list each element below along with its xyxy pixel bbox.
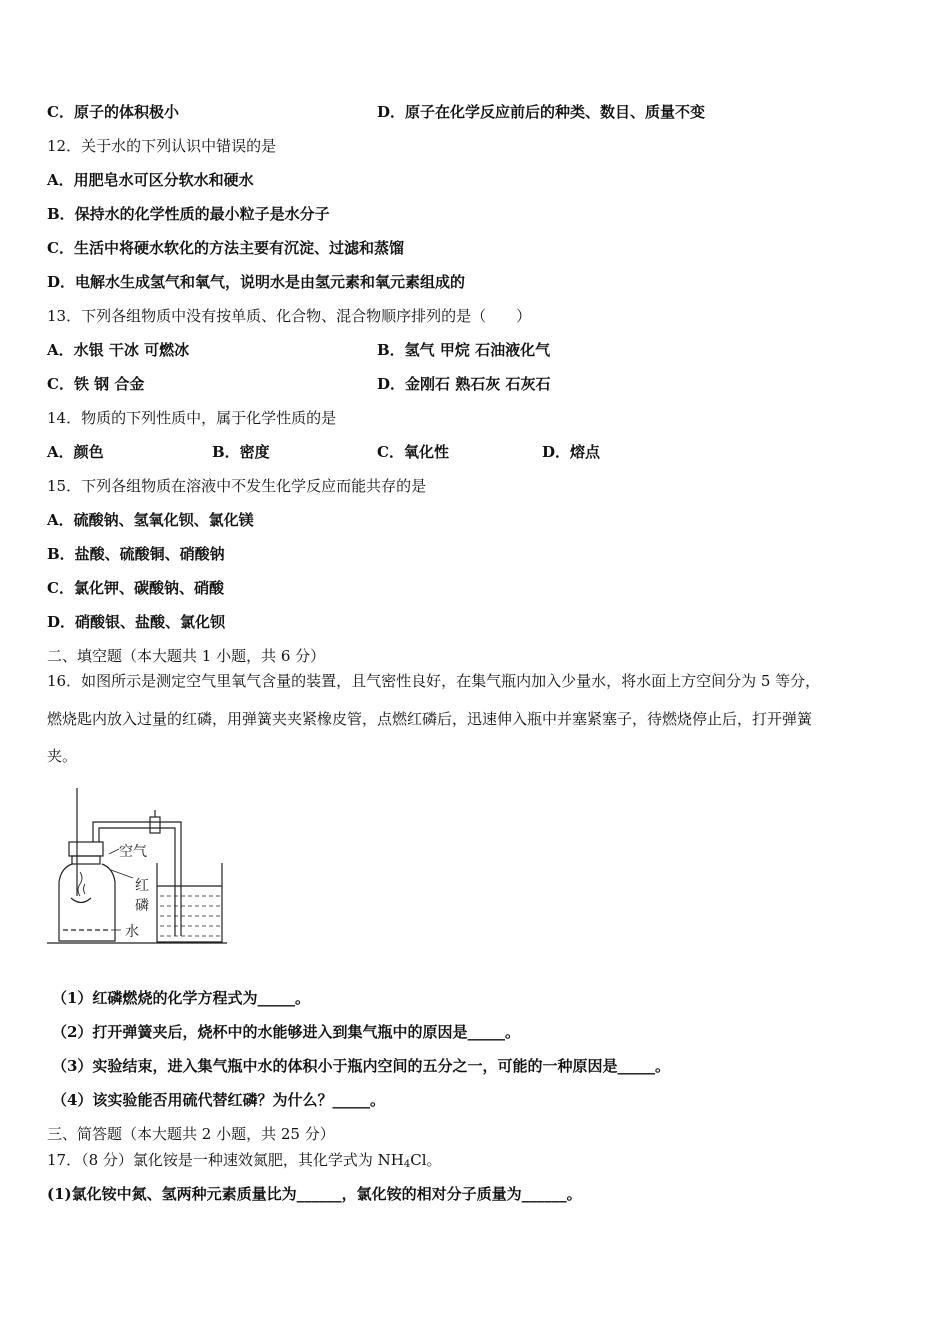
q16-sub-1: （1）红磷燃烧的化学方程式为_____。 <box>52 989 310 1007</box>
q13-option-b: B．氢气 甲烷 石油液化气 <box>377 341 551 359</box>
label-water: 水 <box>125 924 139 940</box>
q12-option-b: B．保持水的化学性质的最小粒子是水分子 <box>47 205 330 223</box>
section-3-heading: 三、简答题（本大题共 2 小题，共 25 分） <box>47 1125 335 1143</box>
section-2-heading: 二、填空题（本大题共 1 小题，共 6 分） <box>47 647 326 665</box>
q17-stem <box>47 1150 442 1175</box>
bottle-neck <box>72 856 100 864</box>
q17-stem-end: Cl。 <box>410 1151 442 1169</box>
oxygen-apparatus-diagram <box>47 786 232 948</box>
beaker-water-fill <box>160 896 220 936</box>
q17-formula-subscript: 4 <box>403 1159 411 1170</box>
q15-stem: 15．下列各组物质在溶液中不发生化学反应而能共存的是 <box>47 477 427 495</box>
combustion-spoon <box>71 898 91 903</box>
q11-option-d: D．原子在化学反应前后的种类、数目、质量不变 <box>377 103 706 121</box>
q12-stem: 12．关于水的下列认识中错误的是 <box>47 137 277 155</box>
q14-option-b: B．密度 <box>212 443 270 461</box>
stopper <box>69 842 103 856</box>
q14-option-a: A．颜色 <box>47 443 104 461</box>
q13-stem: 13．下列各组物质中没有按单质、化合物、混合物顺序排列的是（ ） <box>47 307 532 325</box>
label-air: 空气 <box>119 844 147 860</box>
q12-option-a: A．用肥皂水可区分软水和硬水 <box>47 171 254 189</box>
label-red-1: 红 <box>135 878 149 894</box>
q16-sub-2: （2）打开弹簧夹后，烧杯中的水能够进入到集气瓶中的原因是_____。 <box>52 1023 520 1041</box>
q16-stem-line3: 夹。 <box>47 747 78 765</box>
q11-option-c: C．原子的体积极小 <box>47 103 179 121</box>
spring-clip <box>150 817 160 833</box>
q13-option-c: C．铁 钢 合金 <box>47 375 145 393</box>
air-pointer <box>109 849 119 854</box>
beaker <box>157 863 222 942</box>
q14-stem: 14．物质的下列性质中，属于化学性质的是 <box>47 409 337 427</box>
q12-option-d: D．电解水生成氢气和氧气，说明水是由氢元素和氧元素组成的 <box>47 273 466 291</box>
q17-stem-text: 17．（8 分）氯化铵是一种速效氮肥，其化学式为 NH <box>47 1151 404 1169</box>
q13-option-d: D．金刚石 熟石灰 石灰石 <box>377 375 551 393</box>
flame-icon <box>78 872 85 896</box>
q14-option-d: D．熔点 <box>542 443 601 461</box>
q13-option-a: A．水银 干冰 可燃冰 <box>47 341 190 359</box>
q15-option-c: C．氯化钾、碳酸钠、硝酸 <box>47 579 224 597</box>
q15-option-d: D．硝酸银、盐酸、氯化钡 <box>47 613 226 631</box>
q15-option-a: A．硫酸钠、氢氧化钡、氯化镁 <box>47 511 254 529</box>
q17-sub-1: (1)氯化铵中氮、氢两种元素质量比为______，氯化铵的相对分子质量为______。 <box>47 1185 582 1203</box>
q15-option-b: B．盐酸、硫酸铜、硝酸钠 <box>47 545 225 563</box>
q12-option-c: C．生活中将硬水软化的方法主要有沉淀、过滤和蒸馏 <box>47 239 404 257</box>
q16-sub-4: （4）该实验能否用硫代替红磷？为什么？_____。 <box>52 1091 385 1109</box>
q16-stem-line2: 燃烧匙内放入过量的红磷，用弹簧夹夹紧橡皮管，点燃红磷后，迅速伸入瓶中并塞紧塞子，待燃烧停止后，打开弹簧 <box>47 710 813 728</box>
q16-sub-3: （3）实验结束，进入集气瓶中水的体积小于瓶内空间的五分之一，可能的一种原因是_____。 <box>52 1057 670 1075</box>
q14-option-c: C．氧化性 <box>377 443 449 461</box>
q16-stem-line1: 16．如图所示是测定空气里氧气含量的装置，且气密性良好，在集气瓶内加入少量水，将水面上方空间分为 5 等分， <box>47 672 821 690</box>
label-red-2: 磷 <box>135 898 149 914</box>
